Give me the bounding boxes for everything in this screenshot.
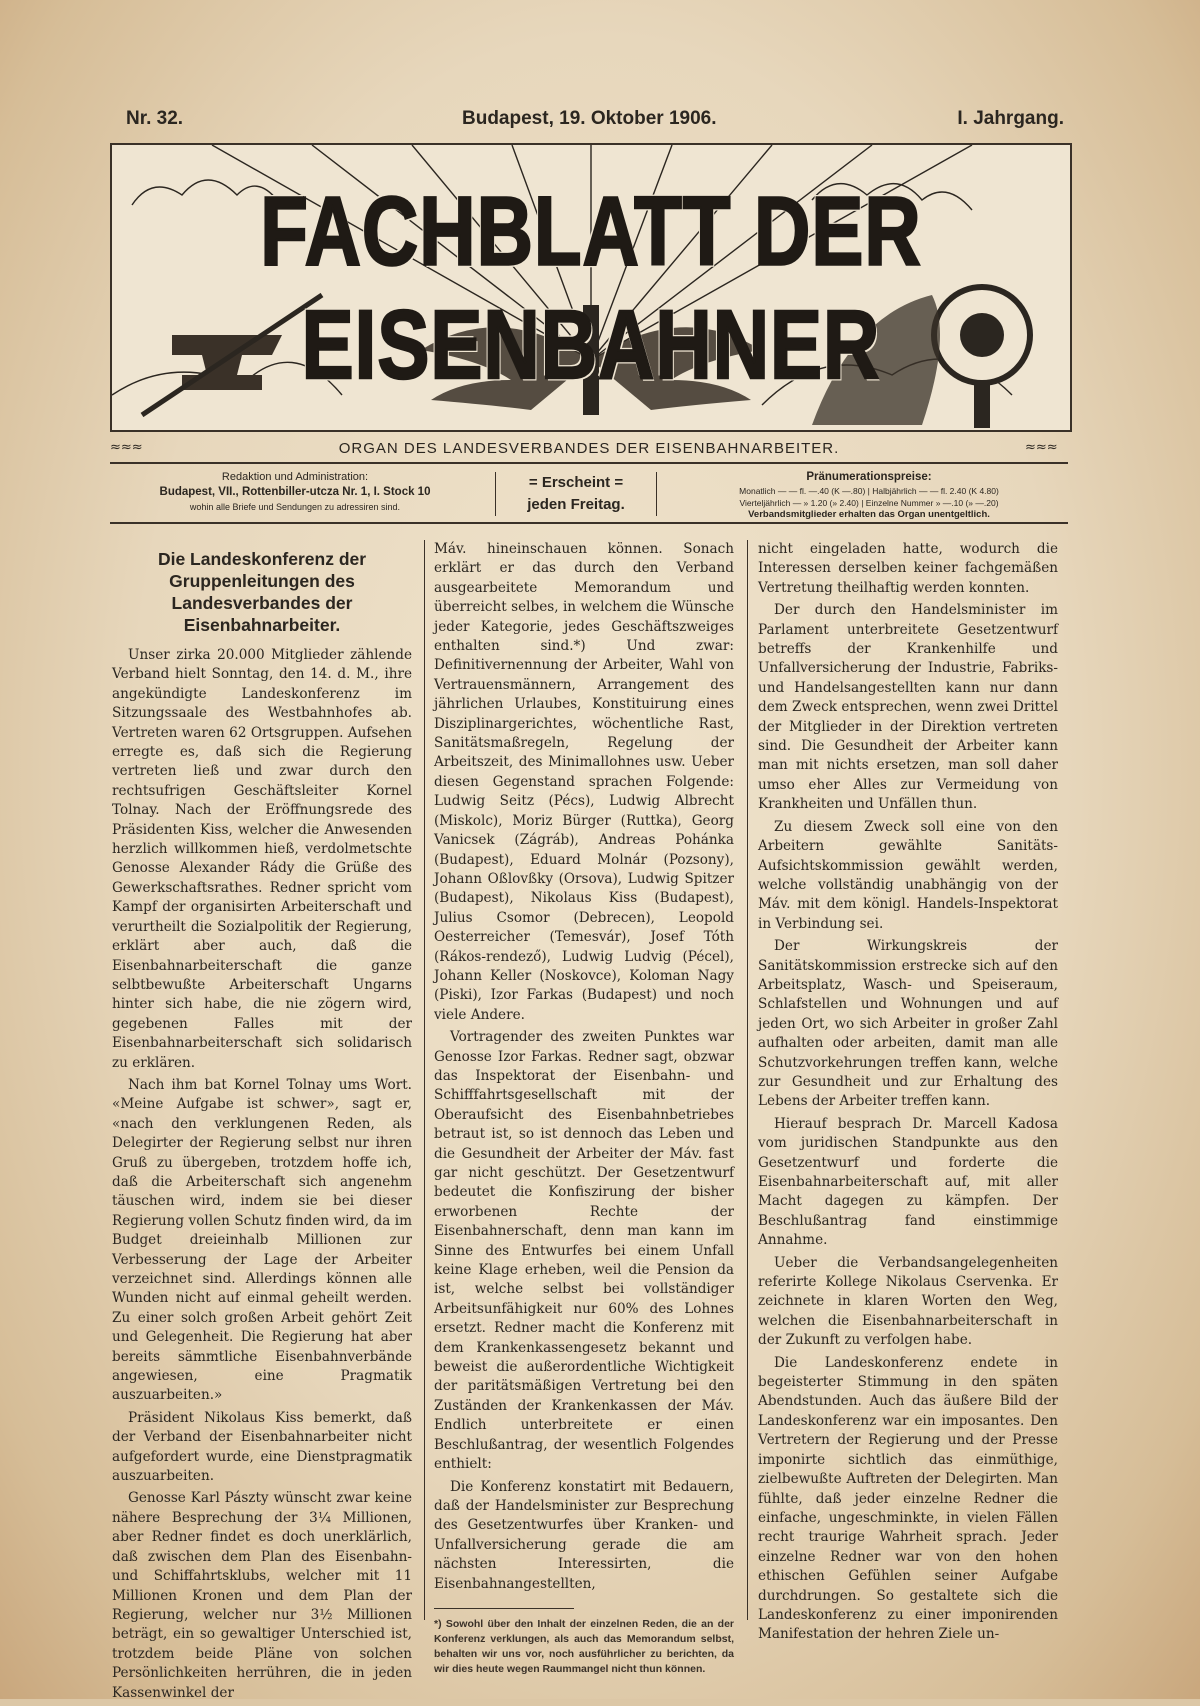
paragraph: Ueber die Verbandsangelegenheiten referirte Kollege Nikolaus Cservenka. Er zeichnete in klaren Worten den Weg, welchen die Eisenbahnarbeiterschaft in der Zukunft zu verfolgen habe. [758,1254,1058,1349]
ornament-right-icon: ≈≈≈ [1025,440,1058,455]
erscheint-line2: jeden Freitag. [527,496,625,513]
paragraph: Die Konferenz konstatirt mit Bedauern, daß der Handelsminister zur Besprechung des Gesetzentwurfes über Kranken- und Unfallversicherung gerade die am nächsten Interessirten, die Eisenbahnangestellten, [434,1478,734,1592]
volume: I. Jahrgang. [957,108,1064,129]
paragraph: Präsident Nikolaus Kiss bemerkt, daß der Verband der Eisenbahnarbeiter nicht aufgefordert wurde, eine Dienstpragmatik auszuarbeiten. [112,1409,412,1485]
redaktion-label: Redaktion und Administration: [221,471,369,483]
redaktion-address: Budapest, VII., Rottenbiller-utcza Nr. 1, I. Stock 10 [159,486,431,498]
preise-title: Pränumerationspreise: [806,471,932,483]
newspaper-title: FACHBLATT DER EISENBAHNER [260,175,922,400]
preise-line1: Monatlich — — fl. —.40 (K —.80) | Halbjährlich — — fl. 2.40 (K 4.80) [739,486,999,496]
redaktion-note: wohin alle Briefe und Sendungen zu adressiren sind. [189,502,401,512]
column-3 [758,540,1058,1648]
paragraph: Zu diesem Zweck soll eine von den Arbeitern gewählte Sanitäts-Aufsichtskommission gewählt werden, welche vollständig unabhängig von der Máv. mit dem königl. Handels-Inspektorat in Verbindung sei. [758,818,1058,932]
preise-footer: Verbandsmitglieder erhalten das Organ unentgeltlich. [748,509,990,520]
footnote-rule [434,1608,574,1609]
header-line [126,108,1064,138]
place-date: Budapest, 19. Oktober 1906. [462,108,717,129]
issue-number: Nr. 32. [126,108,184,129]
masthead-subtitle: ORGAN DES LANDESVERBANDES DER EISENBAHNARBEITER. [338,440,840,457]
preise-block [670,470,1068,521]
column-1 [112,540,412,1706]
ornament-left-icon: ≈≈≈ [110,440,143,455]
erscheint-line1: = Erscheint = [528,474,624,491]
column-divider [424,540,425,1620]
redaktion-block [110,470,480,515]
article-columns [112,540,1074,1701]
paragraph: Die Landeskonferenz endete in begeisterter Stimmung in den späten Abendstunden. Auch das äußere Bild der Landeskonferenz war ein imposantes. Den Vertretern der Regierung und der Presse imponirte sichtlich das einmüthige, zielbewußte Auftreten der Delegirten. Man fühlte, daß jeder einzelne Redner die einfache, ungeschminkte, in vielen Fällen recht traurige Wahrheit sprach. Jeder einzelne Redner war von den hohen ethischen Gefühlen seiner Aufgabe durchdrungen. So gestaltete sich die Landeskonferenz zu einer imponirenden Manifestation der hehren Ziele un- [758,1354,1058,1643]
preise-line2: Vierteljährlich — » 1.20 (» 2.40) | Einzelne Nummer » —.10 (» —.20) [739,498,999,508]
info-box [110,462,1068,524]
paragraph: Hierauf besprach Dr. Marcell Kadosa vom juridischen Standpunkte aus den Gesetzentwurf und forderte die Eisenbahnarbeiterschaft auf, mit aller Macht dagegen zu kämpfen. Der Beschlußantrag fand einstimmige Annahme. [758,1115,1058,1249]
paragraph: Unser zirka 20.000 Mitglieder zählende Verband hielt Sonntag, den 14. d. M., ihre angekündigte Landeskonferenz im Sitzungssaale des Westbahnhofes ab. Vertreten waren 62 Ortsgruppen. Aufsehen erregte es, daß sich die Regierung vertreten ließ und zwar durch den rechtsufrigen Geschäftsleiter Kornel Tolnay. Nach der Eröffnungsrede des Präsidenten Kiss, welcher die Anwesenden herzlich willkommen hieß, verdolmetschte Genosse Alexander Rády die Grüße des Gewerkschaftsrathes. Redner spricht vom Kampf der organisirten Arbeiterschaft und verurtheilt die Sozialpolitik der Regierung, erklärt aber auch, daß die Eisenbahnarbeiterschaft die ganze selbtbewußte Arbeiterschaft Ungarns hinter sich habe, die nie zögern wird, gegebenen Falles mit der Eisenbahnarbeiterschaft sich solidarisch zu erklären. [112,647,412,1071]
paragraph: nicht eingeladen hatte, wodurch die Interessen derselben keiner fachgemäßen Vertretung theilhaftig werden konnten. [758,541,1058,596]
erscheint-block [495,472,657,516]
paragraph: Der durch den Handelsminister im Parlament unterbreitete Gesetzentwurf betreffs der Krankenhilfe und Unfallversicherung der Industrie, Fabriks- und Handelsangestellten kann nur dann dem Zweck entsprechen, wenn zwei Drittel der Mitglieder in der Direktion vertreten sind. Die Gesundheit der Arbeiter kann man mit nichts ersetzen, man soll daher umso eher Alles zur Vermeidung von Krankheiten und Unfällen thun. [758,602,1058,813]
footnote: *) Sowohl über den Inhalt der einzelnen Reden, die an der Konferenz verklungen, als auch das Memorandum selbst, behalten wir uns vor, noch ausführlicher zu berichten, da wir dies heute wegen Raummangel nicht thun können. [434,1617,734,1675]
paragraph: Der Wirkungskreis der Sanitätskommission erstrecke sich auf den Arbeitsplatz, Wasch- und Speiseraum, Schlafstellen und Wohnungen und auf jeden Ort, wo sich Arbeiter in großer Zahl aufhalten oder arbeiten, damit man alle Schutzvorkehrungen treffen kann, welche zur Gesundheit und zur Erhaltung des Lebens der Arbeiter treffen kann. [758,938,1058,1110]
paragraph: Nach ihm bat Kornel Tolnay ums Wort. «Meine Aufgabe ist schwer», sagt er, «nach den verklungenen Reden, als Delegirter der Regierung selbst nur ihren Gruß zu übergeben, trotzdem hoffe ich, daß die Arbeiterschaft sich angenehm täuschen wird, indem sie bei dieser Regierung vollen Schutz finden wird, da im Budget dreieinhalb Millionen zur Verbesserung der Lage der Arbeiter verzeichnet sind. Allerdings können alle Wunden nicht auf einmal geheilt werden. Zu einer solch großen Arbeit gehört Zeit und Gelegenheit. Die Regierung hat aber bereits sämmtliche Eisenbahnverbände angewiesen, eine Pragmatik auszuarbeiten.» [112,1076,412,1404]
article-headline: Die Landeskonferenz der Gruppenleitungen des Landesverbandes der Eisenbahnarbeiter. [157,549,367,635]
masthead [110,143,1072,432]
column-2 [434,540,734,1677]
paragraph: Genosse Karl Pászty wünscht zwar keine nähere Besprechung der 3¼ Millionen, aber Redner findet es doch unerklärlich, daß zwischen dem Plan des Eisenbahn- und Schiffahrtsklubs, welcher mit 11 Millionen Kronen und dem Plan der Regierung, welcher nur 3½ Millionen beträgt, ein so gewaltiger Unterschied ist, trotzdem beide Pläne von solchen Persönlichkeiten herrühren, die in jeden Kassenwinkel der [112,1490,412,1701]
column-divider [747,540,748,1620]
paragraph: Vortragender des zweiten Punktes war Genosse Izor Farkas. Redner sagt, obzwar das Inspektorat der Eisenbahn- und Schifffahrtsgesellschaft mit der Oberaufsicht des Eisenbahnbetriebes betraut ist, so ist dennoch das Leben und die Gesundheit der Arbeiter der Máv. fast gar nicht geschützt. Der Gesetzentwurf bedeutet die Konfiszirung der bisher erworbenen Rechte der Eisenbahnerschaft, denn man kann im Sinne des Entwurfes bei einem Unfall keine Klage erheben, weil die Pension da ist, welche selbst bei vollständiger Arbeitsunfähigkeit nur 60% des Lohnes ersetzt. Redner macht die Konferenz mit dem Krankenkassengesetz bekannt und beweist die außerordentliche Wichtigkeit der paritätsmäßigen Vertretung bei den Zuständen der Krankenkassen der Máv. Endlich unterbreitete er einen Beschlußantrag, der wesentlich Folgendes enthielt: [434,1029,734,1473]
paragraph: Máv. hineinschauen können. Sonach erklärt er das durch den Verband ausgearbeitete Memorandum und überreicht selbes, in welchem die Wünsche jeder Kategorie, jedes Geschäftszweiges enthalten sind.*) Und zwar: Definitivernennung der Arbeiter, Wahl von Vertrauensmännern, Arrangement des jährlichen Urlaubes, Konstituirung eines Disziplinargerichtes, wöchentliche Rast, Sanitätsmaßregeln, Regelung der Arbeitszeit, des Minimallohnes usw. Ueber diesen Gegenstand sprachen Folgende: Ludwig Seitz (Pécs), Ludwig Albrecht (Miskolc), Moriz Bürger (Ruttka), Georg Vanicsek (Zágráb), Andreas Pohánka (Budapest), Eduard Molnár (Pozsony), Johann Oßlovßky (Orsova), Ludwig Spitzer (Budapest), Nikolaus Kiss (Budapest), Julius Csomor (Debrecen), Leopold Oesterreicher (Temesvár), Josef Tóth (Rákos-rendező), Ludwig Ludvig (Pécel), Johann Keller (Noskovce), Koloman Nagy (Piski), Izor Farkas (Budapest) und noch viele Andere. [434,541,734,1023]
